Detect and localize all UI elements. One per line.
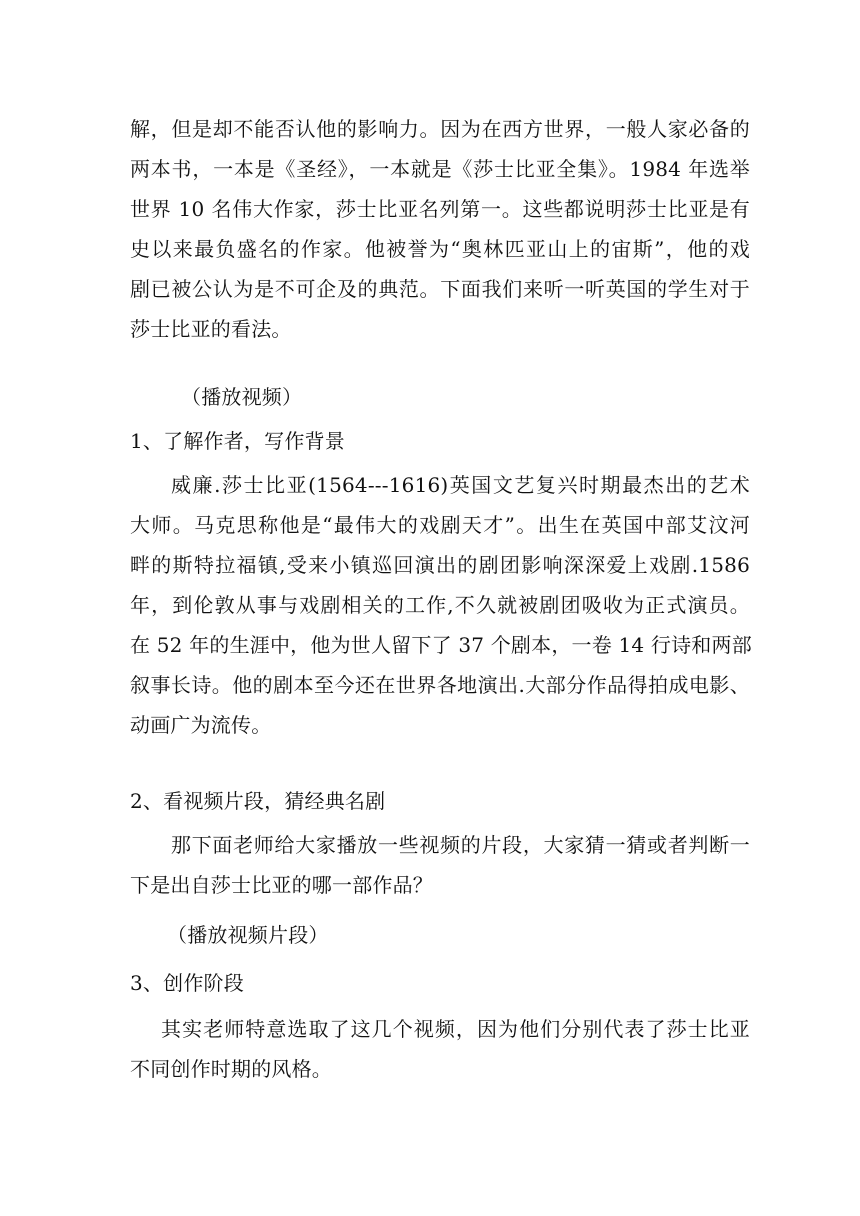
note-play-video: （播放视频） — [181, 385, 303, 409]
paragraph-line: 剧已被公认为是不可企及的典范。下面我们来听一听英国的学生对于 — [130, 277, 750, 301]
paragraph-line: 年，到伦敦从事与戏剧相关的工作,不久就被剧团吸收为正式演员。 — [130, 593, 750, 617]
paragraph-line: 那下面老师给大家播放一些视频的片段，大家猜一猜或者判断一 — [171, 833, 750, 857]
paragraph-line: 动画广为流传。 — [130, 713, 272, 737]
section-heading-2: 2、看视频片段，猜经典名剧 — [130, 789, 386, 813]
paragraph-line: 解，但是却不能否认他的影响力。因为在西方世界，一般人家必备的 — [130, 117, 750, 141]
section-heading-1: 1、了解作者，写作背景 — [130, 429, 345, 453]
note-play-clips: （播放视频片段） — [167, 923, 329, 947]
paragraph-line: 不同创作时期的风格。 — [130, 1057, 332, 1081]
paragraph-line: 大师。马克思称他是“最伟大的戏剧天才”。出生在英国中部艾汶河 — [130, 513, 750, 537]
paragraph-line: 史以来最负盛名的作家。他被誉为“奥林匹亚山上的宙斯”，他的戏 — [130, 237, 750, 261]
paragraph-line: 在 52 年的生涯中，他为世人留下了 37 个剧本，一卷 14 行诗和两部 — [130, 633, 752, 657]
paragraph-line: 威廉.莎士比亚(1564---1616)英国文艺复兴时期最杰出的艺术 — [171, 473, 750, 497]
paragraph-line: 莎士比亚的看法。 — [130, 317, 292, 341]
section-heading-3: 3、创作阶段 — [130, 971, 244, 995]
paragraph-line: 叙事长诗。他的剧本至今还在世界各地演出.大部分作品得拍成电影、 — [130, 673, 750, 697]
paragraph-line: 其实老师特意选取了这几个视频，因为他们分别代表了莎士比亚 — [161, 1017, 750, 1041]
paragraph-line: 两本书，一本是《圣经》，一本就是《莎士比亚全集》。1984 年选举 — [130, 157, 750, 181]
paragraph-line: 下是出自莎士比亚的哪一部作品？ — [130, 873, 433, 897]
paragraph-line: 畔的斯特拉福镇,受来小镇巡回演出的剧团影响深深爱上戏剧.1586 — [130, 553, 750, 577]
paragraph-line: 世界 10 名伟大作家，莎士比亚名列第一。这些都说明莎士比亚是有 — [130, 197, 750, 221]
